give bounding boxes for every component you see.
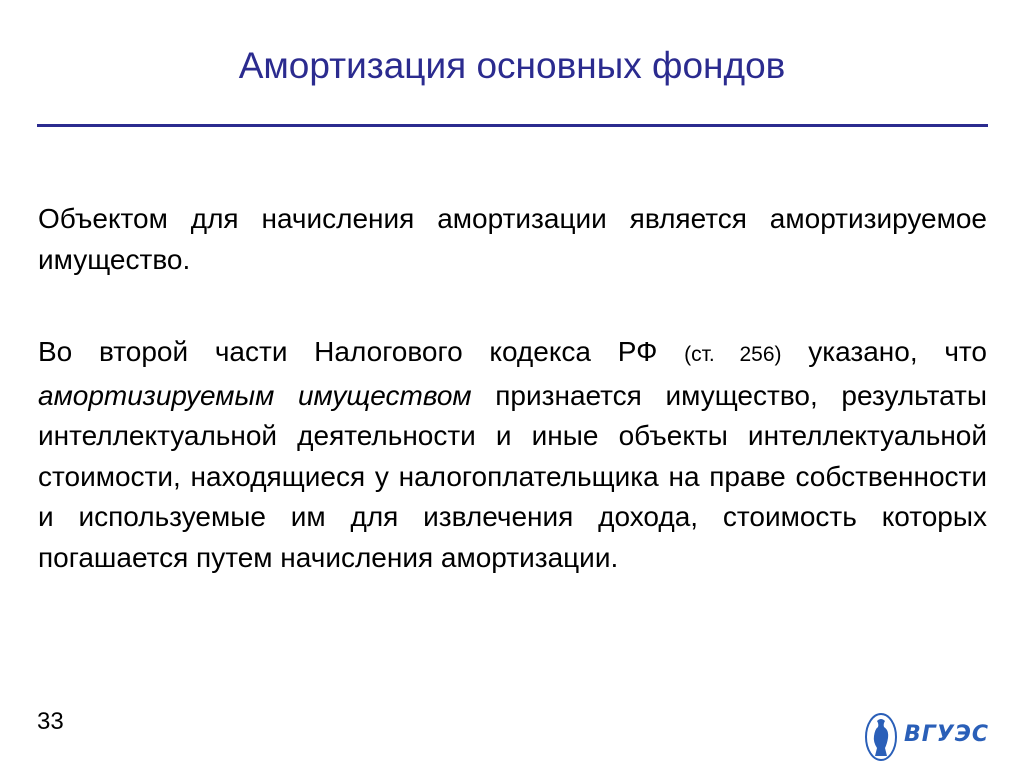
paragraph-text-part1: Во второй части Налогового кодекса РФ [38,336,685,367]
logo-text: ВГУЭС [904,722,990,747]
article-reference: (ст. 256) [684,343,782,366]
title-divider [37,124,988,127]
paragraph-text-part2: указано, что [781,336,988,367]
paragraph-object-of-depreciation: Объектом для начисления амортизации является амортизируемое имущество. [38,203,987,275]
emphasized-term: амортизируемым имуществом [38,379,472,411]
university-emblem-icon [864,712,898,762]
slide-title: Амортизация основных фондов [238,45,786,86]
page-number: 33 [37,708,64,735]
paragraph-text-part3: признается имущество, результаты интеллектуальной деятельности и иные объекты интеллектуальной стоимости, находящиеся у налогоплательщика на праве собственности и используемые им для извлечения дохода, стоимость которых погашается путем начисления амортизации. [38,379,987,573]
paragraph-tax-code-definition [38,332,987,578]
university-logo [864,712,996,762]
